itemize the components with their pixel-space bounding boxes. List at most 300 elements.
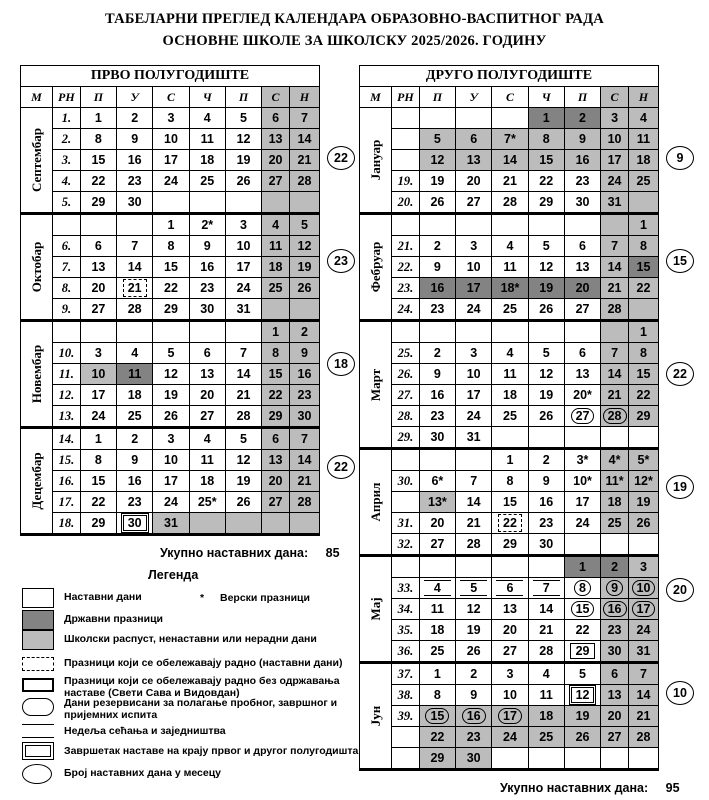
day-cell bbox=[456, 129, 492, 150]
day-number: 28 bbox=[503, 195, 517, 209]
day-cell bbox=[456, 685, 492, 706]
first-half-table bbox=[20, 65, 320, 536]
day-cell bbox=[492, 556, 528, 578]
week-row bbox=[360, 129, 659, 150]
day-number: 14 bbox=[503, 153, 517, 167]
column-header: П bbox=[419, 87, 455, 108]
day-cell bbox=[289, 406, 319, 428]
day-cell bbox=[528, 343, 564, 364]
day-cell bbox=[289, 171, 319, 192]
day-cell bbox=[628, 385, 658, 406]
column-header: С bbox=[601, 87, 629, 108]
day-cell bbox=[289, 471, 319, 492]
day-cell bbox=[492, 171, 528, 192]
week-row bbox=[21, 257, 320, 278]
week-row bbox=[21, 171, 320, 192]
day-number: 17 bbox=[466, 388, 481, 402]
day-number: 28 bbox=[466, 537, 481, 551]
month-name: Септембар bbox=[28, 127, 44, 193]
week-number: 38. bbox=[392, 685, 420, 706]
week-number: 37. bbox=[392, 663, 420, 685]
day-number: 11 bbox=[128, 367, 142, 381]
day-number: 18 bbox=[127, 388, 142, 402]
day-cell bbox=[419, 257, 455, 278]
day-cell bbox=[628, 321, 658, 343]
week-row bbox=[360, 427, 659, 449]
day-number: 11 bbox=[503, 367, 517, 381]
day-cell bbox=[492, 214, 528, 236]
day-cell bbox=[117, 236, 153, 257]
day-number: 22 bbox=[498, 514, 522, 532]
week-row bbox=[360, 685, 659, 706]
day-cell bbox=[189, 321, 225, 343]
day-cell bbox=[492, 663, 528, 685]
day-cell bbox=[189, 343, 225, 364]
day-number: 13 bbox=[503, 602, 517, 616]
day-cell bbox=[289, 450, 319, 471]
day-cell bbox=[601, 321, 629, 343]
day-cell bbox=[564, 685, 600, 706]
day-cell bbox=[456, 449, 492, 471]
day-cell bbox=[189, 192, 225, 214]
day-cell bbox=[564, 108, 600, 129]
day-cell bbox=[564, 727, 600, 748]
day-number: 20 bbox=[430, 516, 445, 530]
week-row bbox=[360, 556, 659, 578]
day-number: 6 bbox=[611, 667, 619, 681]
week-number bbox=[392, 108, 420, 129]
day-number: 11 bbox=[268, 239, 283, 253]
day-number: 8 bbox=[167, 239, 175, 253]
day-cell bbox=[225, 364, 261, 385]
day-number: 29 bbox=[636, 409, 651, 423]
day-cell bbox=[225, 428, 261, 450]
day-number: 2 bbox=[300, 325, 308, 339]
week-number: 7. bbox=[53, 257, 81, 278]
week-number: 30. bbox=[392, 471, 420, 492]
week-row bbox=[21, 450, 320, 471]
day-cell bbox=[492, 150, 528, 171]
day-number: 16 bbox=[430, 388, 445, 402]
day-number: 24 bbox=[164, 174, 178, 188]
day-cell bbox=[528, 385, 564, 406]
day-number: 23 bbox=[127, 174, 142, 188]
day-cell bbox=[262, 108, 290, 129]
day-cell bbox=[117, 321, 153, 343]
day-number: 18 bbox=[268, 260, 283, 274]
day-cell bbox=[492, 108, 528, 129]
day-cell bbox=[456, 663, 492, 685]
day-number: 1 bbox=[542, 111, 550, 125]
month-count-circle: 15 bbox=[666, 249, 694, 273]
day-number: 7 bbox=[300, 432, 308, 446]
day-cell bbox=[225, 192, 261, 214]
month-name-cell bbox=[360, 556, 392, 663]
day-cell bbox=[528, 108, 564, 129]
day-number: 7 bbox=[470, 474, 478, 488]
day-number: 23 bbox=[430, 409, 445, 423]
day-number: 11 bbox=[539, 688, 553, 702]
month-name: Мај bbox=[367, 597, 383, 621]
day-number: 31 bbox=[466, 430, 481, 444]
day-number: 25 bbox=[503, 302, 517, 316]
day-number: 4 bbox=[424, 580, 451, 596]
first-half-total-label: Укупно наставних дана: bbox=[160, 546, 309, 560]
week-row bbox=[21, 321, 320, 343]
day-cell bbox=[117, 129, 153, 150]
week-number: 29. bbox=[392, 427, 420, 449]
week-number: 31. bbox=[392, 513, 420, 534]
week-number bbox=[53, 214, 81, 236]
day-cell bbox=[225, 450, 261, 471]
day-cell bbox=[601, 236, 629, 257]
day-number: 8 bbox=[639, 239, 647, 253]
day-number: 29 bbox=[539, 195, 554, 209]
day-number: 6 bbox=[272, 432, 280, 446]
week-row bbox=[21, 343, 320, 364]
day-number: 21 bbox=[466, 516, 481, 530]
legend-symbol-dbl bbox=[22, 742, 54, 760]
day-cell bbox=[117, 192, 153, 214]
day-cell bbox=[628, 171, 658, 192]
day-cell bbox=[564, 578, 600, 599]
week-row bbox=[360, 748, 659, 770]
day-cell bbox=[289, 492, 319, 513]
day-number: 5 bbox=[542, 346, 550, 360]
day-cell bbox=[628, 599, 658, 620]
day-cell bbox=[628, 641, 658, 663]
day-cell bbox=[80, 406, 116, 428]
day-cell bbox=[492, 449, 528, 471]
day-number: 13 bbox=[575, 260, 590, 274]
day-cell bbox=[528, 129, 564, 150]
day-number: 6 bbox=[272, 111, 280, 125]
day-cell bbox=[419, 449, 455, 471]
day-cell bbox=[564, 663, 600, 685]
day-number: 20 bbox=[91, 281, 106, 295]
month-name-cell bbox=[360, 321, 392, 449]
day-cell bbox=[492, 599, 528, 620]
day-cell bbox=[117, 492, 153, 513]
day-number: 19 bbox=[539, 388, 554, 402]
day-cell bbox=[528, 406, 564, 427]
day-cell bbox=[628, 343, 658, 364]
column-header: С bbox=[262, 87, 290, 108]
day-cell bbox=[564, 257, 600, 278]
day-number: 9 bbox=[131, 132, 139, 146]
day-cell bbox=[492, 471, 528, 492]
day-number: 9 bbox=[606, 580, 623, 596]
day-cell bbox=[117, 428, 153, 450]
legend-label: Завршетак наставе на крају првог и другог полугодишта bbox=[64, 745, 359, 757]
day-cell bbox=[189, 385, 225, 406]
day-cell bbox=[262, 257, 290, 278]
legend-symbol-circle bbox=[22, 764, 52, 784]
day-number: 8 bbox=[94, 453, 102, 467]
day-number: 27 bbox=[91, 302, 106, 316]
day-number: 5 bbox=[240, 432, 247, 446]
day-cell bbox=[262, 236, 290, 257]
day-cell bbox=[80, 108, 116, 129]
month-name-cell bbox=[360, 214, 392, 321]
day-number: 8 bbox=[542, 132, 550, 146]
week-number: 4. bbox=[53, 171, 81, 192]
day-number: 2 bbox=[131, 432, 139, 446]
week-number bbox=[392, 556, 420, 578]
day-cell bbox=[601, 727, 629, 748]
day-cell bbox=[419, 685, 455, 706]
day-cell bbox=[289, 278, 319, 299]
month-name: Октобар bbox=[28, 241, 44, 293]
legend-label: Школски распуст, ненаставни или нерадни дани bbox=[64, 633, 317, 645]
column-header: С bbox=[492, 87, 528, 108]
day-number: 3 bbox=[94, 346, 102, 360]
day-cell bbox=[492, 706, 528, 727]
day-cell bbox=[80, 257, 116, 278]
week-row bbox=[360, 578, 659, 599]
week-number: 10. bbox=[53, 343, 81, 364]
day-number: 5* bbox=[637, 453, 650, 467]
week-number bbox=[53, 321, 81, 343]
day-number: 4 bbox=[506, 346, 514, 360]
week-number: 35. bbox=[392, 620, 420, 641]
day-number: 21 bbox=[607, 388, 622, 402]
day-cell bbox=[419, 471, 455, 492]
day-number: 31 bbox=[636, 644, 651, 658]
month-name: Април bbox=[367, 482, 383, 522]
week-number: 3. bbox=[53, 150, 81, 171]
day-number: 5 bbox=[300, 218, 308, 232]
legend-symbol-rect bbox=[22, 678, 54, 692]
week-number: 16. bbox=[53, 471, 81, 492]
day-cell bbox=[456, 236, 492, 257]
day-cell bbox=[628, 727, 658, 748]
week-number: 36. bbox=[392, 641, 420, 663]
day-cell bbox=[456, 171, 492, 192]
day-number: 25 bbox=[607, 516, 622, 530]
day-number: 16 bbox=[127, 153, 142, 167]
day-cell bbox=[80, 214, 116, 236]
day-cell bbox=[419, 706, 455, 727]
day-cell bbox=[628, 214, 658, 236]
week-row bbox=[360, 171, 659, 192]
week-number: 21. bbox=[392, 236, 420, 257]
day-cell bbox=[528, 534, 564, 556]
day-number: 31 bbox=[236, 302, 251, 316]
week-row bbox=[21, 471, 320, 492]
day-number: 16 bbox=[462, 708, 486, 724]
week-number: 34. bbox=[392, 599, 420, 620]
day-number: 7 bbox=[611, 346, 619, 360]
day-cell bbox=[492, 685, 528, 706]
day-number: 14 bbox=[297, 453, 312, 467]
day-cell bbox=[456, 192, 492, 214]
day-number: 17 bbox=[164, 153, 178, 167]
day-number: 9 bbox=[203, 239, 211, 253]
day-number: 21 bbox=[297, 153, 312, 167]
day-cell bbox=[564, 449, 600, 471]
day-number: 12 bbox=[236, 453, 251, 467]
month-name-cell bbox=[21, 428, 53, 535]
day-number: 25 bbox=[430, 644, 445, 658]
day-cell bbox=[528, 663, 564, 685]
week-row bbox=[360, 278, 659, 299]
day-cell bbox=[80, 364, 116, 385]
day-number: 3 bbox=[506, 667, 514, 681]
day-cell bbox=[117, 299, 153, 321]
day-number: 5 bbox=[433, 132, 441, 146]
day-cell bbox=[153, 214, 189, 236]
day-cell bbox=[80, 171, 116, 192]
day-cell bbox=[456, 406, 492, 427]
day-number: 22 bbox=[430, 730, 445, 744]
day-cell bbox=[601, 171, 629, 192]
day-cell bbox=[628, 663, 658, 685]
day-number: 1 bbox=[506, 453, 514, 467]
month-count-circle: 19 bbox=[666, 475, 694, 499]
day-number: 14 bbox=[539, 602, 554, 616]
day-cell bbox=[528, 364, 564, 385]
day-number: 19 bbox=[636, 495, 651, 509]
day-cell bbox=[628, 578, 658, 599]
day-cell bbox=[528, 449, 564, 471]
day-cell bbox=[117, 257, 153, 278]
day-number: 14 bbox=[127, 260, 142, 274]
column-header: Ч bbox=[528, 87, 564, 108]
day-cell bbox=[289, 214, 319, 236]
day-cell bbox=[528, 299, 564, 321]
day-cell bbox=[117, 171, 153, 192]
day-number: 12 bbox=[297, 239, 312, 253]
day-cell bbox=[601, 192, 629, 214]
week-row bbox=[360, 150, 659, 171]
day-cell bbox=[80, 129, 116, 150]
week-number: 2. bbox=[53, 129, 81, 150]
day-cell bbox=[528, 257, 564, 278]
day-number: 11 bbox=[430, 602, 445, 616]
day-cell bbox=[628, 129, 658, 150]
column-header: М bbox=[21, 87, 53, 108]
day-number: 3* bbox=[576, 453, 589, 467]
week-number: 33. bbox=[392, 578, 420, 599]
day-number: 7 bbox=[533, 580, 560, 596]
day-cell bbox=[80, 150, 116, 171]
day-number: 6 bbox=[94, 239, 102, 253]
week-number: 6. bbox=[53, 236, 81, 257]
day-number: 29 bbox=[430, 751, 445, 765]
day-cell bbox=[262, 513, 290, 535]
day-cell bbox=[601, 278, 629, 299]
day-cell bbox=[456, 534, 492, 556]
week-number: 18. bbox=[53, 513, 81, 535]
day-number: 6 bbox=[470, 132, 478, 146]
day-cell bbox=[153, 278, 189, 299]
day-number: 24 bbox=[575, 516, 590, 530]
week-number: 24. bbox=[392, 299, 420, 321]
day-cell bbox=[601, 492, 629, 513]
day-cell bbox=[528, 214, 564, 236]
day-cell bbox=[456, 214, 492, 236]
week-number: 20. bbox=[392, 192, 420, 214]
week-number bbox=[392, 150, 420, 171]
week-row bbox=[360, 534, 659, 556]
day-number: 7* bbox=[504, 132, 516, 146]
day-cell bbox=[528, 471, 564, 492]
day-number: 5 bbox=[542, 239, 550, 253]
day-number: 2 bbox=[579, 111, 586, 125]
day-cell bbox=[289, 299, 319, 321]
day-cell bbox=[262, 299, 290, 321]
day-number: 24 bbox=[466, 409, 481, 423]
month-name: Јануар bbox=[367, 139, 383, 181]
day-number: 4 bbox=[131, 346, 139, 360]
day-number: 10 bbox=[607, 132, 622, 146]
week-row bbox=[360, 343, 659, 364]
day-cell bbox=[419, 513, 455, 534]
column-header: М bbox=[360, 87, 392, 108]
legend-title: Легенда bbox=[148, 568, 199, 582]
day-number: 15 bbox=[503, 495, 517, 509]
week-number: 9. bbox=[53, 299, 81, 321]
column-header: Н bbox=[289, 87, 319, 108]
day-cell bbox=[628, 278, 658, 299]
day-number: 20 bbox=[200, 388, 215, 402]
day-cell bbox=[153, 257, 189, 278]
day-cell bbox=[628, 556, 658, 578]
day-cell bbox=[564, 321, 600, 343]
day-number: 2 bbox=[542, 453, 550, 467]
day-number: 23 bbox=[430, 302, 445, 316]
day-cell bbox=[289, 108, 319, 129]
day-cell bbox=[492, 321, 528, 343]
day-cell bbox=[225, 257, 261, 278]
day-number: 15 bbox=[91, 474, 106, 488]
day-cell bbox=[456, 556, 492, 578]
day-number: 18 bbox=[607, 495, 622, 509]
day-cell bbox=[492, 236, 528, 257]
day-number: 5 bbox=[579, 667, 586, 681]
day-number: 28 bbox=[297, 174, 312, 188]
week-row bbox=[21, 150, 320, 171]
day-number: 23 bbox=[127, 495, 142, 509]
day-number: 13 bbox=[607, 688, 622, 702]
week-number bbox=[392, 727, 420, 748]
day-cell bbox=[528, 492, 564, 513]
day-cell bbox=[153, 129, 189, 150]
day-number: 27 bbox=[200, 409, 215, 423]
week-number: 22. bbox=[392, 257, 420, 278]
day-cell bbox=[189, 278, 225, 299]
day-cell bbox=[601, 471, 629, 492]
month-count-circle: 10 bbox=[666, 681, 694, 705]
day-number: 3 bbox=[639, 560, 647, 574]
column-header: Ч bbox=[189, 87, 225, 108]
day-number: 12 bbox=[236, 132, 251, 146]
day-cell bbox=[80, 299, 116, 321]
day-number: 28 bbox=[297, 495, 312, 509]
week-row bbox=[360, 471, 659, 492]
day-cell bbox=[528, 236, 564, 257]
day-number: 16 bbox=[603, 601, 627, 617]
day-cell bbox=[564, 748, 600, 770]
day-number: 13 bbox=[575, 367, 590, 381]
week-row bbox=[21, 385, 320, 406]
day-number: 26 bbox=[430, 195, 445, 209]
title-line-2: ОСНОВНЕ ШКОЛЕ ЗА ШКОЛСКУ 2025/2026. ГОДИНУ bbox=[162, 33, 547, 49]
week-number: 19. bbox=[392, 171, 420, 192]
day-cell bbox=[564, 214, 600, 236]
day-number: 8 bbox=[639, 346, 647, 360]
